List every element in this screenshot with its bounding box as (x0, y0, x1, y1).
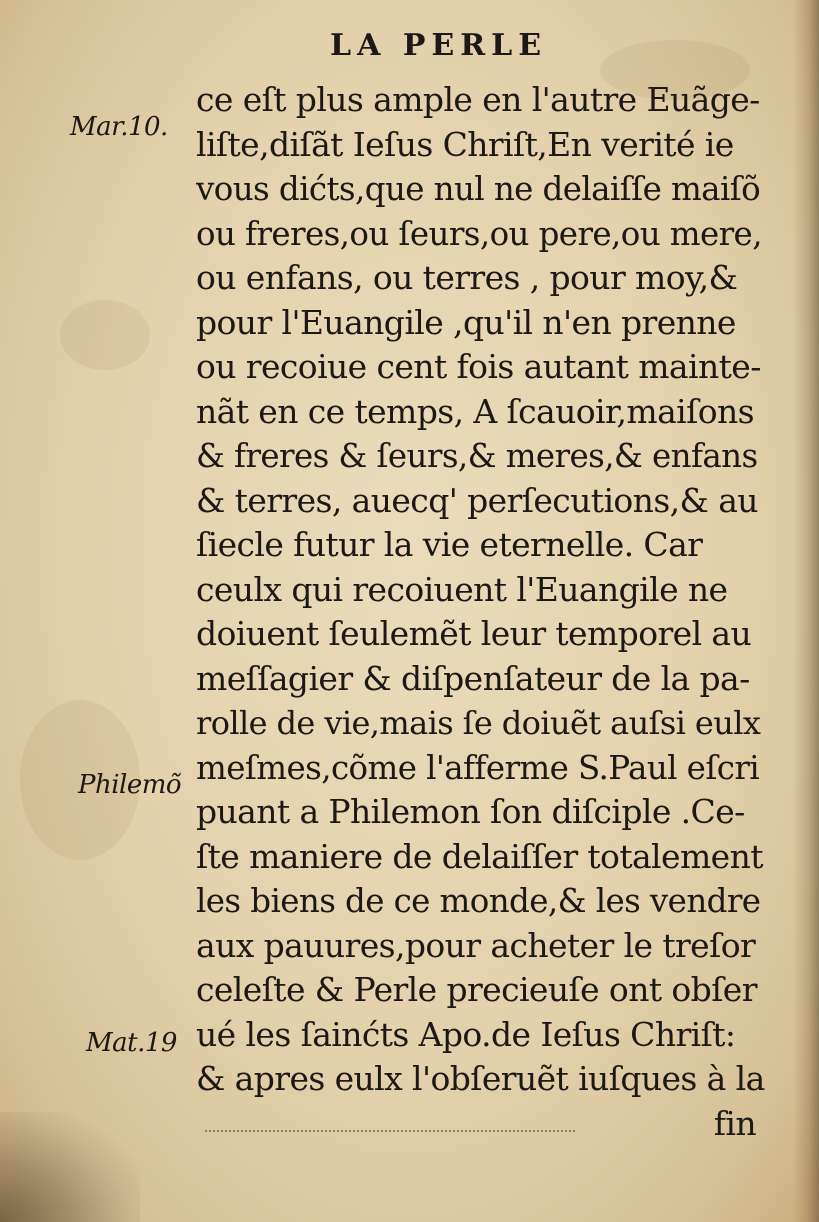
text-line: celeſte & Perle precieuſe ont obſer (196, 970, 757, 1009)
catchword: fin (713, 1103, 756, 1143)
margin-note-philemon: Philemõ (78, 770, 182, 800)
text-line: les biens de ce monde,& les vendre (196, 882, 761, 920)
margin-note-mat19: Mat.19 (86, 1028, 177, 1058)
text-line: & terres, auecq' perſecutions,& au (196, 480, 758, 520)
text-line: & apres eulx l'obſeruẽt iuſques à la (196, 1059, 765, 1098)
text-line: liſte,diſãt Ieſus Chriſt,En verité ie (196, 124, 734, 164)
text-line: ſte maniere de delaiſſer totalement (196, 836, 763, 876)
text-line: ou recoiue cent fois autant mainte- (196, 347, 761, 386)
body-text (196, 78, 766, 1146)
text-line: ce eſt plus ample en l'autre Euãge- (196, 80, 760, 119)
text-line: ou enfans, ou terres , pour moy,& (196, 258, 738, 297)
text-line: doiuent ſeulemẽt leur temporel au (196, 614, 752, 653)
text-line: rolle de vie,mais ſe doiuẽt auſsi eulx (196, 704, 761, 742)
running-head: LA PERLE (330, 28, 548, 63)
text-line: meſmes,cõme l'afferme S.Paul eſcri (196, 748, 760, 787)
text-line: pour l'Euangile ,qu'il n'en prenne (196, 302, 736, 342)
margin-note-mar10: Mar.10. (70, 112, 168, 142)
paper-stain (60, 300, 150, 370)
text-line: & freres & ſeurs,& meres,& enfans (196, 437, 758, 475)
text-line: puant a Philemon ſon diſciple .Ce- (196, 792, 745, 831)
text-line: ceulx qui recoiuent l'Euangile ne (196, 569, 728, 609)
text-line: nãt en ce temps, A ſcauoir,maiſons (196, 391, 754, 431)
text-line: ou freres,ou ſeurs,ou pere,ou mere, (196, 214, 762, 253)
page-edge-shadow (793, 0, 819, 1222)
text-line: vous dićts,que nul ne delaiſſe maiſõ (196, 170, 761, 208)
text-line: aux pauures,pour acheter le treſor (196, 925, 756, 965)
text-line: ſiecle futur la vie eternelle. Car (196, 525, 703, 564)
text-line: meſſagier & diſpenſateur de la pa- (196, 658, 750, 698)
text-line: ué les ſainćts Apo.de Ieſus Chriſt: (196, 1014, 736, 1054)
dotted-rule (205, 1130, 575, 1132)
page-corner-shadow (0, 1112, 140, 1222)
